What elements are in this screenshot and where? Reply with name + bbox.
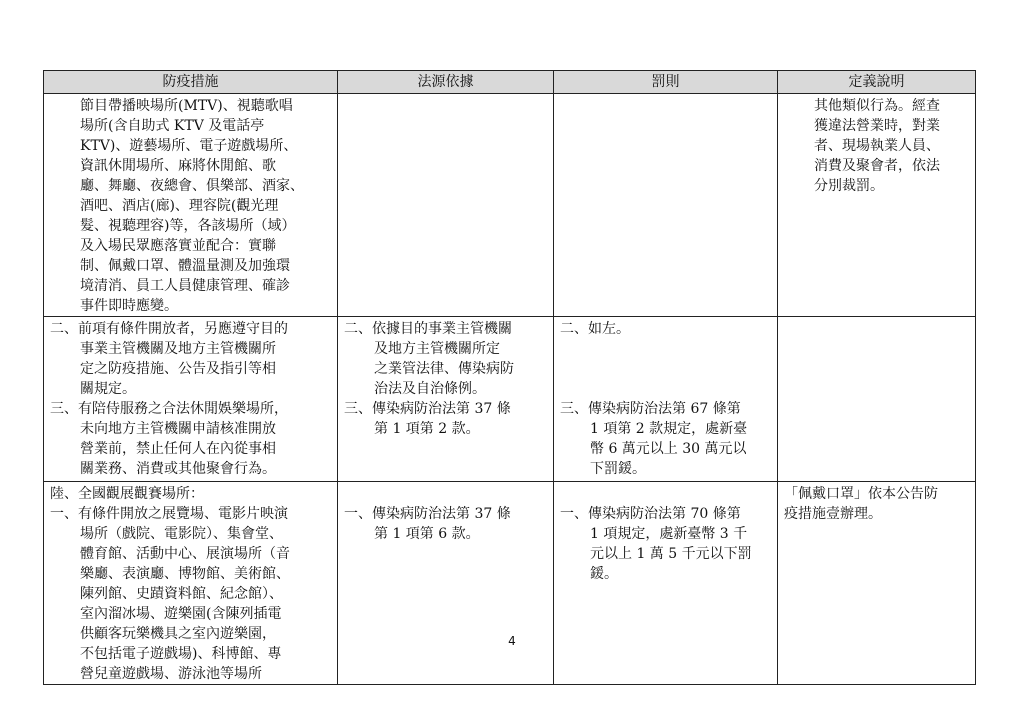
text-line: 樂廳、表演廳、博物館、美術館、 (80, 566, 290, 582)
text-line: 酒吧、酒店(廊)、理容院(觀光理 (80, 198, 279, 214)
cell-measures (44, 94, 338, 317)
text-line: 下罰鍰。 (590, 461, 646, 477)
text-line: 二、依據目的事業主管機關 (344, 321, 512, 337)
page-number: 4 (508, 634, 516, 648)
text-line: 疫措施壹辦理。 (784, 506, 882, 522)
text-line: 第 1 項第 6 款。 (374, 526, 480, 542)
text-line: 不包括電子遊戲場)、科博館、專 (80, 646, 282, 662)
text-line: 資訊休閒場所、麻將休閒館、歌 (80, 158, 276, 174)
text-line: 鍰。 (590, 566, 618, 582)
text-line: 幣 6 萬元以上 30 萬元以 (590, 441, 747, 457)
text-line: 治法及自治條例。 (374, 381, 486, 397)
text-line: 節目帶播映場所(MTV)、視聽歌唱 (80, 98, 293, 114)
text-line: 一、傳染病防治法第 37 條 (344, 506, 511, 522)
cell-penalty (554, 482, 778, 685)
cell-measures (44, 482, 338, 685)
text-line: 場所（戲院、電影院）、集會堂、 (80, 526, 283, 542)
section-title: 陸、全國觀展觀賽場所： (50, 486, 204, 502)
text-line: 獲違法營業時，對業 (814, 118, 940, 134)
text-line: 三、有陪侍服務之合法休閒娛樂場所， (50, 401, 288, 417)
cell-legal-basis (338, 94, 554, 317)
header-measures: 防疫措施 (44, 71, 338, 94)
text-line: 者、現場執業人員、 (814, 138, 940, 154)
text-line: 元以上 1 萬 5 千元以下罰 (590, 546, 752, 562)
text-line: 境清消、員工人員健康管理、確診 (80, 278, 290, 294)
cell-definition (778, 94, 976, 317)
cell-definition (778, 317, 976, 482)
header-penalty: 罰則 (554, 71, 778, 94)
text-line: 陳列館、史蹟資料館、紀念館）、 (80, 586, 283, 602)
cell-measures (44, 317, 338, 482)
text-line: 營兒童遊戲場、游泳池等場所 (80, 666, 262, 682)
text-line: 髮、視聽理容)等，各該場所（域） (80, 218, 296, 234)
text-line: 事件即時應變。 (80, 298, 178, 314)
text-line: 之業管法律、傳染病防 (374, 361, 514, 377)
text-line: 制、佩戴口罩、體溫量測及加強環 (80, 258, 290, 274)
text-line: 未向地方主管機關申請核准開放 (80, 421, 276, 437)
text-line: 定之防疫措施、公告及指引等相 (80, 361, 276, 377)
text-line: 分別裁罰。 (814, 178, 884, 194)
table-header-row (44, 71, 976, 94)
text-line: 第 1 項第 2 款。 (374, 421, 480, 437)
text-line: 關業務、消費或其他聚會行為。 (80, 461, 276, 477)
text-line: 及地方主管機關所定 (374, 341, 500, 357)
text-line: 消費及聚會者，依法 (814, 158, 940, 174)
text-line: 事業主管機關及地方主管機關所 (80, 341, 276, 357)
text-line: 關規定。 (80, 381, 136, 397)
text-line: 二、如左。 (560, 321, 630, 337)
text-line: 一、傳染病防治法第 70 條第 (560, 506, 741, 522)
text-line: 體育館、活動中心、展演場所（音 (80, 546, 290, 562)
text-line: 室內溜冰場、遊樂園(含陳列插電 (80, 606, 282, 622)
text-line: 一、有條件開放之展覽場、電影片映演 (50, 506, 288, 522)
text-line: 營業前，禁止任何人在內從事相 (80, 441, 276, 457)
text-line: 1 項規定，處新臺幣 3 千 (590, 526, 748, 542)
text-line: 其他類似行為。經查 (814, 98, 940, 114)
text-line: 場所(含自助式 KTV 及電話亭 (80, 118, 265, 134)
cell-penalty (554, 317, 778, 482)
text-line: 「佩戴口罩」依本公告防 (784, 486, 938, 502)
table-row (44, 317, 976, 482)
header-definition: 定義說明 (778, 71, 976, 94)
text-line: 及入場民眾應落實並配合：實聯 (80, 238, 276, 254)
table-row (44, 482, 976, 685)
text-line: KTV)、遊藝場所、電子遊戲場所、 (80, 138, 298, 154)
text-line: 二、前項有條件開放者，另應遵守目的 (50, 321, 288, 337)
regulation-table (43, 70, 976, 685)
cell-definition (778, 482, 976, 685)
text-line: 廳、舞廳、夜總會、俱樂部、酒家、 (80, 178, 304, 194)
text-line: 三、傳染病防治法第 67 條第 (560, 401, 741, 417)
cell-legal-basis (338, 317, 554, 482)
text-line: 1 項第 2 款規定，處新臺 (590, 421, 748, 437)
cell-penalty (554, 94, 778, 317)
table-row (44, 94, 976, 317)
cell-legal-basis (338, 482, 554, 685)
text-line: 供顧客玩樂機具之室內遊樂園， (80, 626, 276, 642)
header-legal-basis: 法源依據 (338, 71, 554, 94)
text-line: 三、傳染病防治法第 37 條 (344, 401, 511, 417)
